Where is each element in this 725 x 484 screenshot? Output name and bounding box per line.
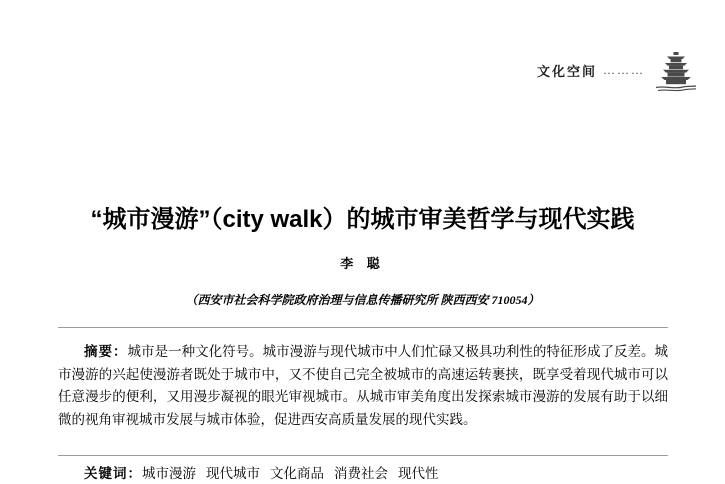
author-name: 李 聪	[340, 256, 385, 271]
abstract-block	[58, 341, 668, 431]
divider-bottom	[58, 455, 668, 456]
abstract-text: 城市是一种文化符号。城市漫游与现代城市中人们忙碌又极具功利性的特征形成了反差。城市漫游的兴起使漫游者既处于城市中，又不使自己完全被城市的高速运转裹挟，既享受着现代城市可以任意漫步的便利，又用漫步凝视的眼光审视城市。从城市审美角度出发探索城市漫游的发展有助于以细微的视角审视城市发展与城市体验，促进西安高质量发展的现代实践。	[58, 344, 668, 427]
author-affiliation: （西安市社会科学院政府治理与信息传播研究所 陕西西安 710054）	[185, 293, 540, 307]
header-dots: ………	[603, 62, 645, 77]
keyword-item: 城市漫游	[142, 466, 196, 481]
section-label: 文化空间	[536, 63, 597, 79]
keywords-label: 关键词：	[84, 466, 142, 481]
keyword-item: 现代城市	[206, 466, 260, 481]
divider-top	[58, 327, 668, 328]
pagoda-logo-icon	[653, 47, 699, 93]
keyword-item: 现代性	[398, 466, 439, 481]
page-title: “城市漫游”（city walk）的城市审美哲学与现代实践	[90, 206, 635, 234]
abstract-label: 摘要：	[84, 344, 128, 359]
keyword-item: 文化商品	[270, 466, 324, 481]
keywords-list	[142, 466, 449, 481]
keywords-block	[58, 464, 668, 484]
keyword-item: 消费社会	[334, 466, 388, 481]
running-header	[537, 44, 699, 96]
